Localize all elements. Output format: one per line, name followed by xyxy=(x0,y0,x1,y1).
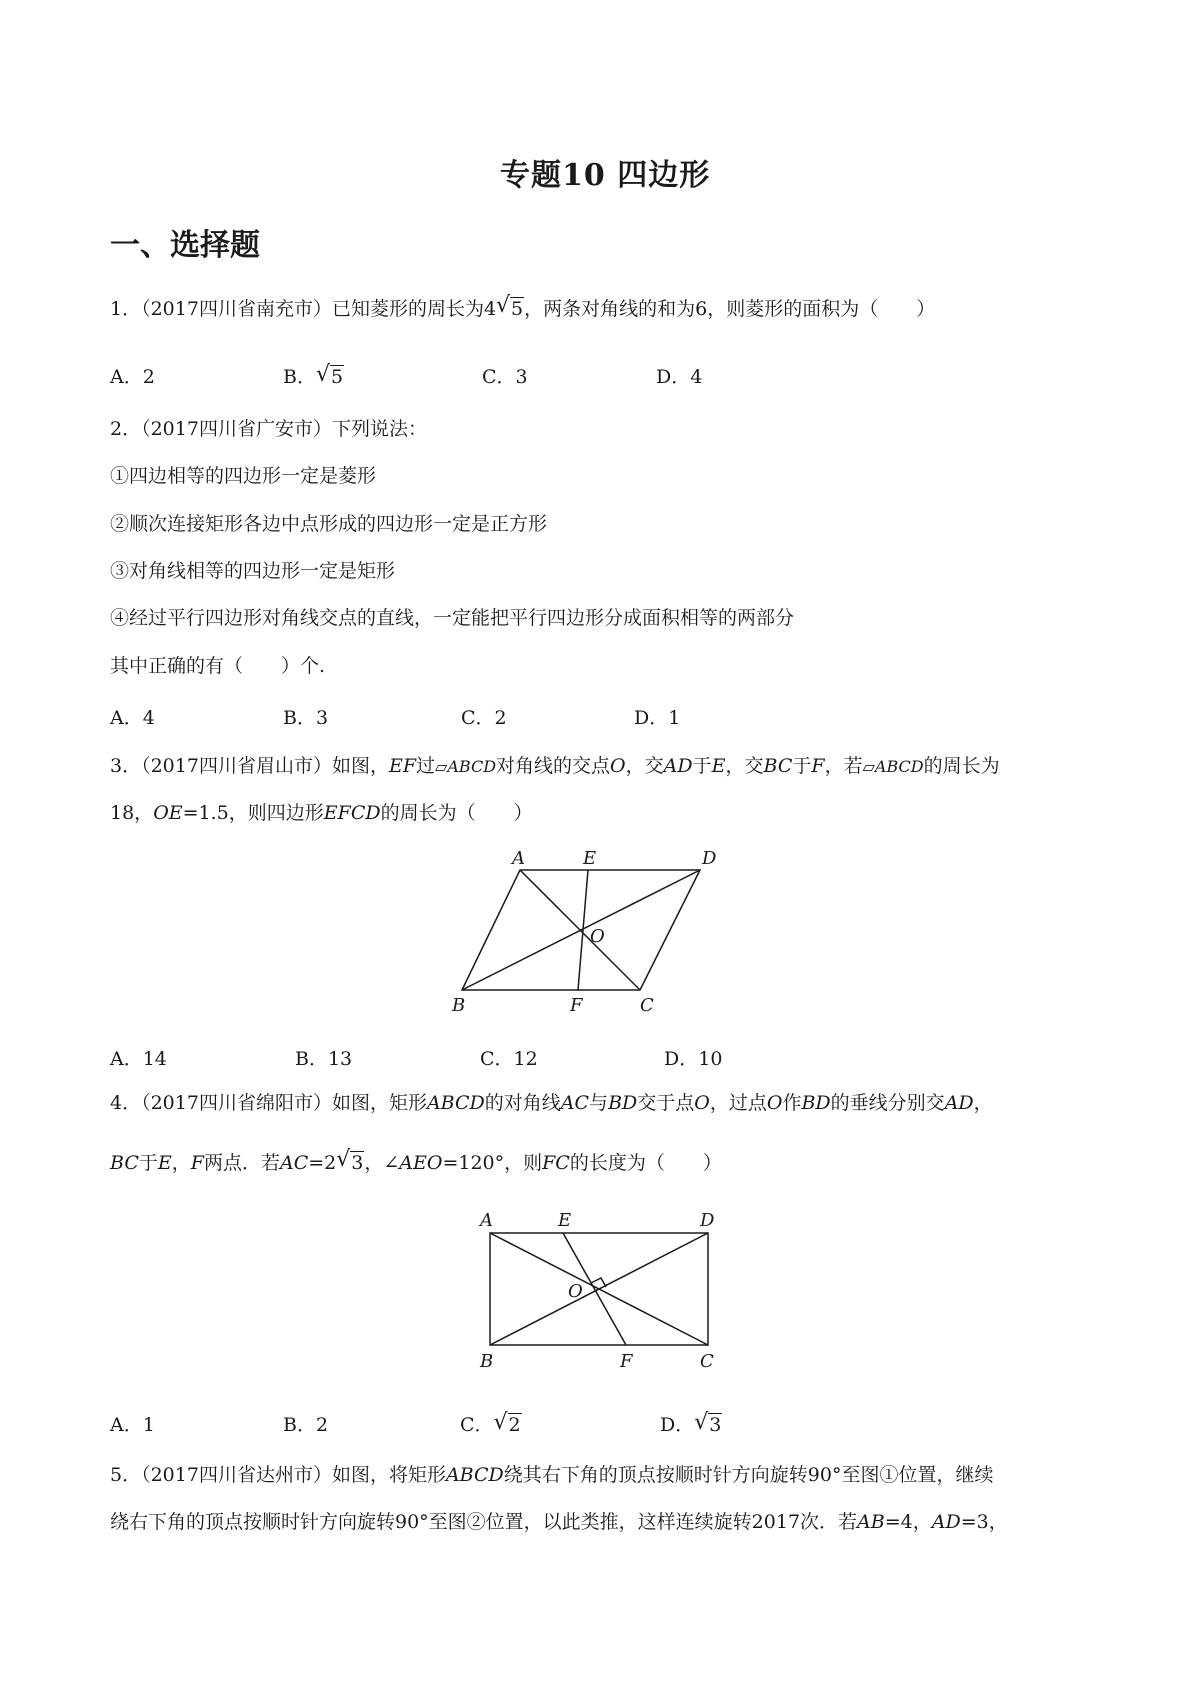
question-3-stem-line-1 xyxy=(110,753,1000,780)
q1-coef: 4 xyxy=(483,298,497,320)
q1-option-b[interactable] xyxy=(283,362,344,389)
q3-option-a[interactable]: A．14 xyxy=(110,1048,167,1070)
q4-o: O xyxy=(694,1092,710,1114)
question-5-stem-line-1 xyxy=(110,1462,993,1488)
q4-text: ， xyxy=(973,1092,993,1114)
q3-efcd: EFCD xyxy=(323,802,381,824)
q3-label-c: C xyxy=(640,995,654,1016)
q3-text: 3．（2017四川省眉山市）如图， xyxy=(110,755,389,777)
question-4-options xyxy=(0,1410,1200,1440)
q3-label-d: D xyxy=(702,848,717,869)
q4-option-d[interactable] xyxy=(660,1410,722,1437)
q4-text: ， xyxy=(171,1152,191,1174)
q4-bd: BD xyxy=(608,1092,638,1114)
q1-option-b-sqrt xyxy=(318,365,344,388)
q3-label-e: E xyxy=(583,848,597,869)
q1-text-suffix: ，两条对角线的和为6，则菱形的面积为（ ） xyxy=(524,298,936,320)
q4-label-e: E xyxy=(558,1210,572,1231)
q4-label-o: O xyxy=(568,1281,583,1302)
q3-label-o: O xyxy=(590,926,605,947)
q3-text: 于 xyxy=(792,755,812,777)
q3-label-a: A xyxy=(512,848,525,869)
q4-option-c-label: C． xyxy=(460,1414,494,1436)
q2-option-d[interactable]: D．1 xyxy=(634,707,681,729)
q3-text: 过 xyxy=(416,755,436,777)
q3-text: 于 xyxy=(692,755,712,777)
q2-ask: 其中正确的有（ ）个. xyxy=(110,655,326,677)
q3-parallelogram-abcd-2: ▱ABCD xyxy=(862,757,924,776)
q3-diagonal-bd xyxy=(462,870,700,990)
question-2-options xyxy=(0,703,1200,733)
q5-abcd: ABCD xyxy=(445,1464,504,1486)
q3-f: F xyxy=(811,755,825,777)
q4-option-c-radicand: 2 xyxy=(508,1414,521,1436)
q4-text: =120°，则 xyxy=(442,1152,543,1174)
q2-statement-1: ①四边相等的四边形一定是菱形 xyxy=(110,465,377,487)
q4-option-b[interactable]: B．2 xyxy=(283,1414,329,1436)
q3-text: ，交 xyxy=(725,755,764,777)
q4-fc: FC xyxy=(542,1152,570,1174)
q3-parallelogram-abcd: ▱ABCD xyxy=(435,757,497,776)
q4-sqrt xyxy=(338,1150,364,1176)
q2-statement-3: ③对角线相等的四边形一定是矩形 xyxy=(110,560,396,582)
q4-text: = xyxy=(308,1152,325,1174)
q3-option-c[interactable]: C．12 xyxy=(480,1048,538,1070)
question-1-options xyxy=(0,362,1200,392)
page-title: 专题10 四边形 xyxy=(500,158,711,193)
q3-text: 18， xyxy=(110,802,154,824)
q1-option-b-label: B． xyxy=(283,366,316,388)
q3-text: ，交 xyxy=(625,755,664,777)
q4-f: F xyxy=(190,1152,204,1174)
q1-text-prefix: 1．（2017四川省南充市）已知菱形的周长为 xyxy=(110,298,484,320)
q4-text: 的对角线 xyxy=(484,1092,561,1114)
q4-text: ，过点 xyxy=(709,1092,767,1114)
q4-label-b: B xyxy=(480,1351,494,1372)
q3-ef: EF xyxy=(388,755,417,777)
q3-text: =1.5，则四边形 xyxy=(182,802,324,824)
q4-text: 的长度为（ ） xyxy=(569,1152,722,1174)
q3-text: 的周长为（ ） xyxy=(380,802,533,824)
q4-label-a: A xyxy=(480,1210,493,1231)
q3-bc: BC xyxy=(763,755,793,777)
q4-text: 4．（2017四川省绵阳市）如图，矩形 xyxy=(110,1092,427,1114)
q5-text: =3， xyxy=(960,1511,1008,1533)
q3-label-f: F xyxy=(570,995,583,1016)
question-4-stem-line-1 xyxy=(110,1090,993,1116)
q4-coef: 2 xyxy=(324,1152,337,1174)
q5-text: 绕右下角的顶点按顺时针方向旋转90°至图②位置，以此类推，这样连续旋转2017次．若 xyxy=(110,1511,858,1533)
q4-abcd: ABCD xyxy=(426,1092,485,1114)
q4-text: 与 xyxy=(589,1092,609,1114)
q1-option-a[interactable]: A．2 xyxy=(110,366,155,388)
q3-option-d[interactable]: D．10 xyxy=(664,1048,723,1070)
q4-text: 两点．若 xyxy=(203,1152,280,1174)
q3-oe: OE xyxy=(153,802,183,824)
q4-option-a[interactable]: A．1 xyxy=(110,1414,155,1436)
q1-option-c[interactable]: C．3 xyxy=(482,366,528,388)
q4-ad: AD xyxy=(944,1092,974,1114)
question-3-options xyxy=(0,1044,1200,1074)
q3-figure-parallelogram xyxy=(440,840,740,1020)
q4-option-d-label: D． xyxy=(660,1414,695,1436)
question-1-stem xyxy=(110,296,935,322)
q4-ac-2: AC xyxy=(279,1152,309,1174)
q4-option-c-sqrt xyxy=(496,1413,522,1436)
q5-ad: AD xyxy=(931,1511,961,1533)
q4-text: 作 xyxy=(782,1092,802,1114)
q4-radicand: 3 xyxy=(351,1152,364,1174)
q3-ad: AD xyxy=(663,755,693,777)
q3-text: ，若 xyxy=(824,755,863,777)
q5-text: 绕其右下角的顶点按顺时针方向旋转90°至图①位置，继续 xyxy=(503,1464,994,1486)
q4-text: 于 xyxy=(138,1152,158,1174)
q2-statement-2: ②顺次连接矩形各边中点形成的四边形一定是正方形 xyxy=(110,513,548,535)
q4-ac: AC xyxy=(560,1092,590,1114)
q4-text: 的垂线分别交 xyxy=(830,1092,945,1114)
q3-text: 的周长为 xyxy=(923,755,1000,777)
q4-bc: BC xyxy=(110,1152,139,1174)
question-2-stem: 2．（2017四川省广安市）下列说法： xyxy=(110,418,427,440)
q1-radicand: 5 xyxy=(511,298,524,320)
q5-ab: AB xyxy=(857,1511,885,1533)
q4-e: E xyxy=(157,1152,172,1174)
q3-o: O xyxy=(610,755,626,777)
q4-option-c[interactable] xyxy=(460,1410,522,1437)
q2-statement-4: ④经过平行四边形对角线交点的直线，一定能把平行四边形分成面积相等的两部分 xyxy=(110,607,795,629)
q3-option-b[interactable]: B．13 xyxy=(295,1048,353,1070)
q1-option-b-radicand: 5 xyxy=(330,366,344,388)
q2-option-b[interactable]: B．3 xyxy=(283,707,329,729)
q4-label-c: C xyxy=(700,1351,714,1372)
q4-aeo: AEO xyxy=(399,1152,443,1174)
q4-text: ，∠ xyxy=(364,1152,400,1174)
q4-figure-rectangle xyxy=(470,1205,730,1375)
q4-option-d-sqrt xyxy=(696,1413,722,1436)
question-3-stem-line-2 xyxy=(110,800,533,826)
q3-label-b: B xyxy=(452,995,466,1016)
q3-text: 对角线的交点 xyxy=(496,755,611,777)
section-heading: 一、选择题 xyxy=(110,228,260,263)
q3-e: E xyxy=(711,755,726,777)
q4-label-d: D xyxy=(700,1210,715,1231)
question-5-stem-line-2 xyxy=(110,1509,1008,1535)
q5-text: 5．（2017四川省达州市）如图，将矩形 xyxy=(110,1464,446,1486)
q2-option-a[interactable]: A．4 xyxy=(110,707,155,729)
q4-option-d-radicand: 3 xyxy=(709,1414,722,1436)
q4-label-f: F xyxy=(620,1351,633,1372)
q4-text: 交于点 xyxy=(637,1092,695,1114)
q2-option-c[interactable]: C．2 xyxy=(461,707,507,729)
q4-o-2: O xyxy=(766,1092,783,1114)
q5-text: =4， xyxy=(884,1511,932,1533)
q1-option-d[interactable]: D．4 xyxy=(656,366,703,388)
q1-sqrt xyxy=(498,296,524,322)
question-4-stem-line-2 xyxy=(110,1150,722,1176)
q4-bd-2: BD xyxy=(801,1092,831,1114)
